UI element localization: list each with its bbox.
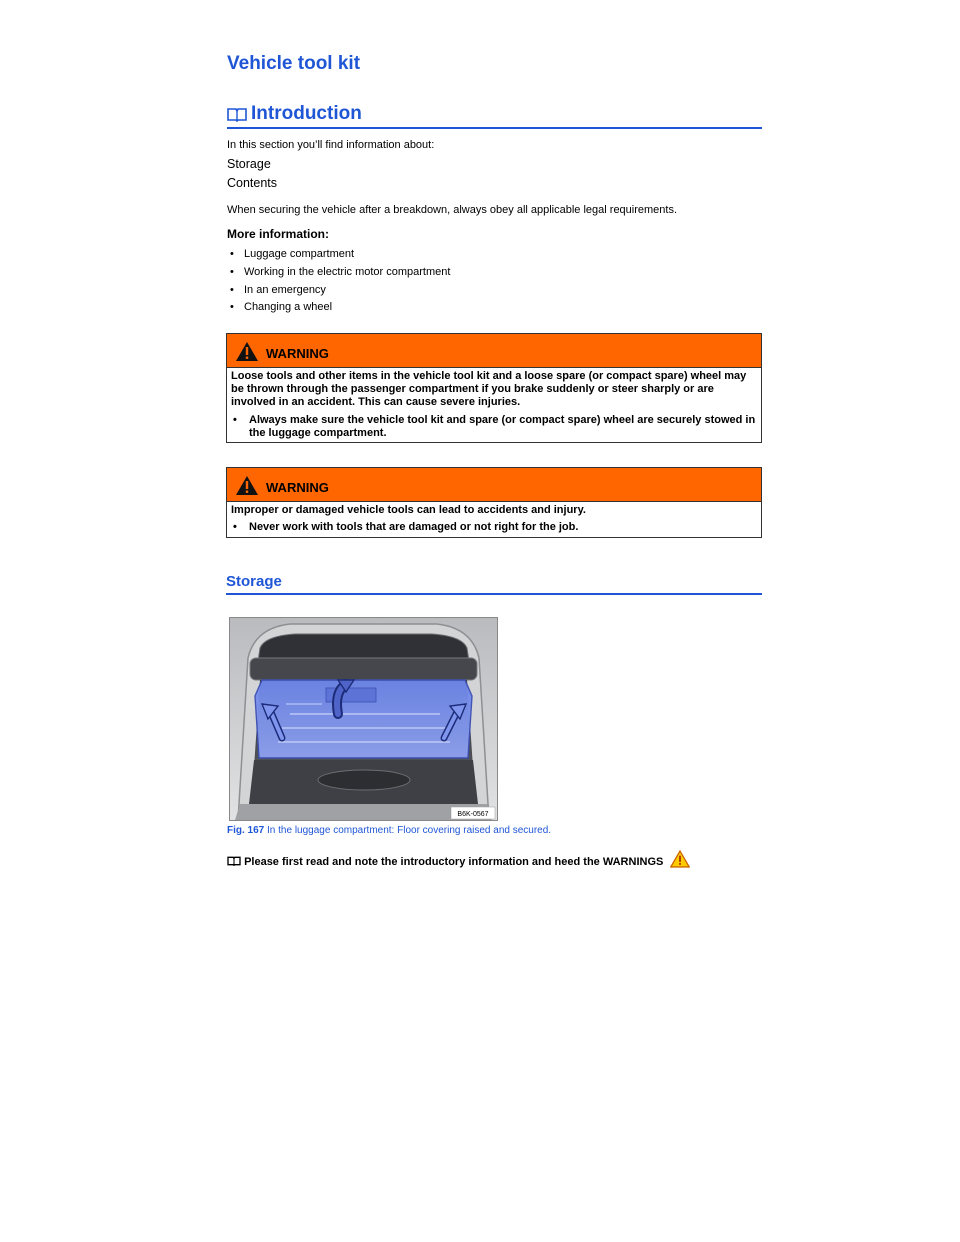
warning-triangle-icon [235, 341, 259, 362]
toc-link-storage[interactable]: Storage [227, 157, 271, 171]
book-icon [227, 107, 247, 122]
warning-text: Loose tools and other items in the vehicle tool kit and a loose spare (or compact spare) wheel may be thrown through the passenger compartment if you brake suddenly or steer sharply or are involved in an accident. This can cause severe injuries. [231, 370, 747, 408]
figure-caption-text: In the luggage compartment: Floor covering raised and secured. [267, 825, 552, 836]
more-info-item-label: In an emergency [244, 284, 326, 296]
more-info-item-label: Luggage compartment [244, 248, 355, 260]
figure-number: Fig. 167 [227, 825, 265, 836]
read-first-note-text: Please first read and note the introductory information and heed the WARNINGS [244, 856, 664, 868]
book-icon [227, 856, 241, 866]
more-info-item-label: Working in the electric motor compartment [244, 266, 451, 278]
page-title: Vehicle tool kit [227, 53, 361, 74]
bullet-icon: • [230, 248, 234, 260]
warning-header [227, 334, 761, 368]
more-info-item-label: Changing a wheel [244, 301, 333, 313]
intro-lead: In this section you’ll find information about: [227, 139, 435, 151]
bullet-icon: • [230, 301, 234, 313]
legal-note: When securing the vehicle after a breakdown, always obey all applicable legal requirements. [227, 204, 678, 216]
warning-item-text: Always make sure the vehicle tool kit and spare (or compact spare) wheel are securely stowed in the luggage compartment. [249, 414, 756, 439]
warning-triangle-icon [235, 475, 259, 496]
warning-text: Improper or damaged vehicle tools can lead to accidents and injury. [231, 504, 586, 516]
intro-heading [227, 103, 762, 129]
warning-item-text: Never work with tools that are damaged or not right for the job. [249, 521, 579, 533]
storage-heading-text: Storage [226, 573, 282, 590]
more-info-label: More information: [227, 227, 329, 241]
bullet-icon: • [233, 414, 237, 426]
intro-heading-text: Introduction [251, 103, 362, 124]
warning-label: WARNING [266, 346, 329, 361]
bullet-icon: • [230, 266, 234, 278]
warning-box [226, 333, 762, 443]
storage-heading [226, 573, 762, 595]
figure-caption [227, 825, 551, 836]
bullet-icon: • [230, 284, 234, 296]
luggage-compartment-figure [229, 617, 498, 821]
figure-code: B6K-0567 [457, 811, 489, 818]
warning-box [226, 467, 762, 538]
luggage-compartment-illustration [230, 618, 497, 820]
warning-header [227, 468, 761, 502]
warning-list-item [231, 521, 757, 534]
toc-link-contents[interactable]: Contents [227, 176, 278, 190]
warning-triangle-icon[interactable] [670, 850, 690, 868]
bullet-icon: • [233, 521, 237, 533]
read-first-note [227, 850, 690, 868]
warning-list-item [231, 414, 757, 440]
warning-label: WARNING [266, 480, 329, 495]
